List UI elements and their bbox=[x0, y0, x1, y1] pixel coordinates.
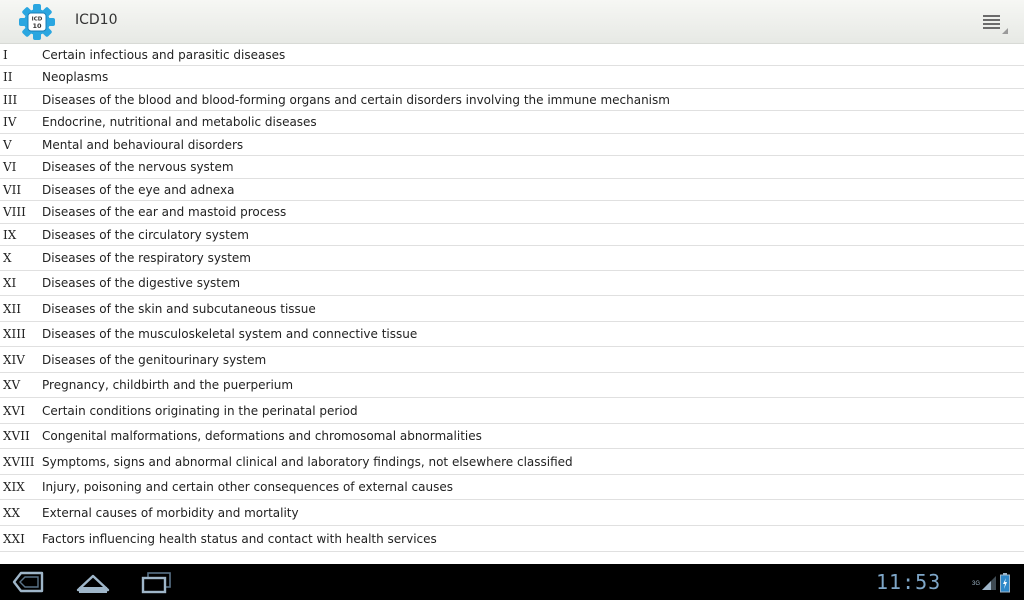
chapter-number: XVIII bbox=[3, 454, 35, 469]
chapter-title: Certain conditions originating in the perinatal period bbox=[42, 403, 358, 418]
back-icon[interactable] bbox=[12, 570, 44, 594]
chapter-number: IV bbox=[3, 115, 17, 129]
chapter-number: III bbox=[3, 92, 18, 107]
chapter-row[interactable] bbox=[0, 475, 1024, 500]
chapter-row[interactable] bbox=[0, 246, 1024, 271]
chapter-title: Symptoms, signs and abnormal clinical and laboratory findings, not elsewhere classified bbox=[42, 454, 573, 469]
chapter-row[interactable] bbox=[0, 322, 1024, 347]
chapter-title: Diseases of the circulatory system bbox=[42, 227, 249, 242]
chapter-row[interactable] bbox=[0, 347, 1024, 373]
chapter-row[interactable] bbox=[0, 156, 1024, 179]
chapter-row[interactable] bbox=[0, 201, 1024, 224]
chapter-title: Diseases of the eye and adnexa bbox=[42, 182, 235, 197]
chapter-number: XVI bbox=[3, 403, 25, 418]
chapter-row[interactable] bbox=[0, 449, 1024, 475]
chapter-row[interactable] bbox=[0, 179, 1024, 201]
chapter-title: Certain infectious and parasitic diseases bbox=[42, 47, 286, 62]
chapter-title: Injury, poisoning and certain other consequences of external causes bbox=[42, 480, 453, 494]
chapter-number: XVII bbox=[3, 429, 30, 443]
chapter-title: Neoplasms bbox=[42, 70, 109, 84]
chapter-row[interactable] bbox=[0, 271, 1024, 296]
chapter-number: II bbox=[3, 70, 13, 84]
chapter-title: Diseases of the nervous system bbox=[42, 160, 234, 174]
chapter-row[interactable] bbox=[0, 66, 1024, 89]
chapter-title: Diseases of the digestive system bbox=[42, 276, 241, 290]
chapter-row[interactable] bbox=[0, 500, 1024, 526]
chapter-row[interactable] bbox=[0, 111, 1024, 134]
network-type-label: 3G bbox=[972, 581, 981, 587]
chapter-number: XII bbox=[3, 301, 22, 316]
chapter-row[interactable] bbox=[0, 398, 1024, 424]
chapter-title: Diseases of the respiratory system bbox=[42, 251, 251, 265]
chapter-number: IX bbox=[3, 227, 17, 242]
chapter-number: XX bbox=[3, 505, 21, 520]
app-logo-icon[interactable] bbox=[18, 3, 56, 41]
chapter-number: XIX bbox=[3, 480, 25, 494]
chapter-row[interactable] bbox=[0, 296, 1024, 322]
chapter-number: X bbox=[3, 251, 12, 265]
chapter-number: XI bbox=[3, 276, 17, 290]
home-icon[interactable] bbox=[76, 570, 110, 594]
chapter-title: Diseases of the skin and subcutaneous tissue bbox=[42, 301, 316, 316]
chapter-title: Pregnancy, childbirth and the puerperium bbox=[42, 378, 294, 392]
chapter-title: External causes of morbidity and mortality bbox=[42, 505, 299, 520]
chapter-number: XIII bbox=[3, 327, 26, 341]
battery-icon bbox=[1000, 573, 1010, 593]
app-title: ICD10 bbox=[75, 12, 118, 28]
chapter-title: Diseases of the blood and blood-forming organs and certain disorders involving the immune mechanism bbox=[42, 92, 670, 107]
chapter-number: XIV bbox=[3, 352, 25, 367]
chapter-title: Congenital malformations, deformations and chromosomal abnormalities bbox=[42, 429, 482, 443]
chapter-title: Diseases of the ear and mastoid process bbox=[42, 205, 287, 219]
chapter-row[interactable] bbox=[0, 89, 1024, 111]
chapter-number: XXI bbox=[3, 531, 25, 546]
chapter-number: VII bbox=[3, 182, 22, 197]
action-bar bbox=[0, 0, 1024, 44]
chapter-row[interactable] bbox=[0, 424, 1024, 449]
chapter-list bbox=[0, 44, 1024, 564]
chapter-title: Factors influencing health status and contact with health services bbox=[42, 531, 437, 546]
chapter-number: VI bbox=[3, 160, 17, 174]
chapter-row[interactable] bbox=[0, 44, 1024, 66]
svg-text:10: 10 bbox=[32, 22, 42, 30]
chapter-title: Endocrine, nutritional and metabolic diseases bbox=[42, 115, 317, 129]
chapter-row[interactable] bbox=[0, 134, 1024, 156]
chapter-number: VIII bbox=[3, 205, 26, 219]
chapter-row[interactable] bbox=[0, 526, 1024, 552]
chapter-title: Mental and behavioural disorders bbox=[42, 137, 244, 152]
clock[interactable]: 11:53 bbox=[876, 570, 942, 594]
svg-text:ICD: ICD bbox=[31, 16, 43, 23]
chapter-number: XV bbox=[3, 378, 21, 392]
chapter-title: Diseases of the musculoskeletal system and connective tissue bbox=[42, 327, 418, 341]
system-nav-bar bbox=[0, 564, 1024, 600]
signal-icon bbox=[980, 574, 998, 592]
recent-apps-icon[interactable] bbox=[140, 570, 172, 594]
chapter-row[interactable] bbox=[0, 373, 1024, 398]
chapter-number: I bbox=[3, 47, 8, 62]
chapter-number: V bbox=[3, 137, 12, 152]
chapter-row[interactable] bbox=[0, 224, 1024, 246]
overflow-menu-icon[interactable] bbox=[976, 10, 1010, 38]
chapter-title: Diseases of the genitourinary system bbox=[42, 352, 267, 367]
